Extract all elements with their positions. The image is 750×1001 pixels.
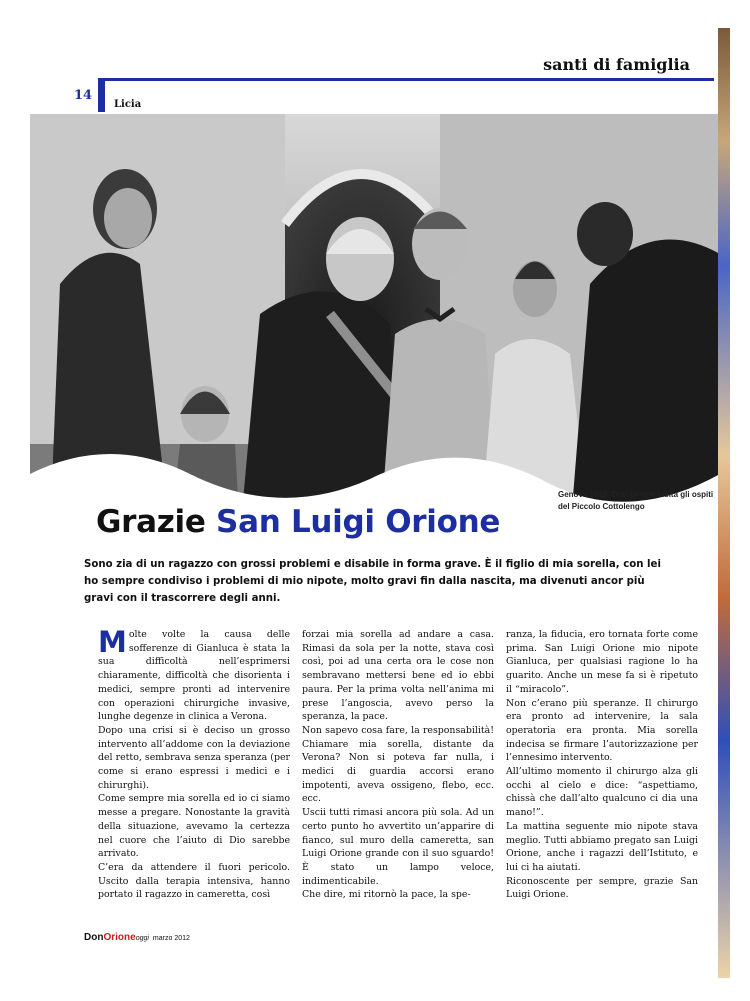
article-lead: Sono zia di un ragazzo con grossi problemi e disabile in forma grave. È il figlio di mia sorella, con lei ho sempre condiviso i problemi di mio nipote, molto gravi fin dalla nascita, ma divenuti ancor più gravi con il trascorrere degli anni. (84, 559, 661, 604)
footer-date: marzo 2012 (152, 935, 190, 942)
article-headline (96, 504, 500, 540)
photo-illustration (30, 114, 720, 534)
footer-don: Don (84, 932, 104, 943)
paragraph: La mattina seguente mio nipote stava meglio. Tutti abbiamo pregato san Luigi Orione, anche i ragazzi dell’Istituto, e lui ci ha aiutati. (506, 820, 698, 873)
magazine-page (30, 28, 720, 978)
page-number: 14 (74, 88, 93, 103)
paragraph: All’ultimo momento il chirurgo alza gli occhi al cielo e dice: “aspettiamo, chissà che dall’alto qualcuno ci dia una mano!”. (506, 766, 698, 819)
paragraph: ranza, la fiducia, ero tornata forte come prima. San Luigi Orione mio nipote Gianluca, per qualsiasi ragione lo ha guarito. Anche un mese fa si è ripetuto il “miracolo”. (506, 629, 698, 695)
paragraph: Non sapevo cosa fare, la responsabilità! Chiamare mia sorella, distante da Verona? Non si poteva far nulla, i medici di guardia accorsi erano impotenti, aveva ossigeno, flebo, ecc. ecc. (302, 724, 494, 805)
footer-orione: Orione (103, 932, 136, 943)
paragraph: Riconoscente per sempre, grazie San Luigi Orione. (506, 875, 698, 901)
paragraph (98, 625, 290, 724)
header-marker (98, 78, 105, 112)
historic-photo (30, 114, 720, 534)
section-label: Licia (114, 99, 142, 110)
headline-part-2: San Luigi Orione (216, 504, 501, 540)
body-column-2 (302, 628, 494, 902)
article-body (98, 625, 698, 902)
paragraph: C’era da attendere il fuori pericolo. Uscito dalla terapia intensiva, hanno portato il ragazzo in cameretta, così (98, 861, 290, 901)
paragraph: Non c’erano più speranze. Il chirurgo era pronto ad intervenire, la sala operatoria era pronta. Mia sorella indecisa se firmare l’autorizzazione per l’ennesimo intervento. (506, 697, 698, 764)
headline-part-1: Grazie (96, 504, 217, 540)
footer-oggi: oggi (135, 935, 149, 942)
paragraph: Dopo una crisi si è deciso un grosso intervento all’addome con la deviazione del retto, sembrava senza speranza (per come si erano espressi i medici e i chirurghi). (98, 724, 290, 791)
facing-page-edge (718, 28, 730, 978)
header-rule (102, 78, 714, 81)
footer-masthead (84, 932, 190, 943)
paragraph: Come sempre mia sorella ed io ci siamo messe a pregare. Nonostante la gravità della situazione, avevamo la certezza nel cuore che l’aiuto di Dio sarebbe arrivato. (98, 793, 290, 860)
rubric-title: santi di famiglia (543, 55, 690, 74)
paragraph: Che dire, mi ritornò la pace, la spe- (302, 889, 471, 901)
drop-cap: M (98, 625, 127, 659)
paragraph: forzai mia sorella ad andare a casa. Rimasi da sola per la notte, stava così così, poi ad una certa ora le cose non sembravano mettersi bene ed io ebbi paura. Per la prima volta nell’anima mi prese l’angoscia, avevo perso la speranza, la pace. (302, 629, 494, 723)
photo-caption: Genova 1928. Don Orione visita gli ospiti del Piccolo Cottolengo (558, 490, 714, 511)
paragraph: Uscii tutti rimasi ancora più sola. Ad un certo punto ho avvertito un’apparire di fianco, sul muro della cameretta, san Luigi Orione grande con il suo sguardo! È stato un lampo veloce, indimenticabile. (302, 807, 494, 887)
paragraph-text: olte volte la causa delle sofferenze di Gianluca è stata la sua difficoltà nell’esprimersi chiaramente, difficoltà che disorienta i medici, sempre pronti ad intervenire con operazioni chirurgiche invasive, lunghe degenze in clinica a Verona. (98, 629, 290, 723)
body-column-3 (506, 628, 698, 902)
body-column-1 (98, 625, 290, 902)
